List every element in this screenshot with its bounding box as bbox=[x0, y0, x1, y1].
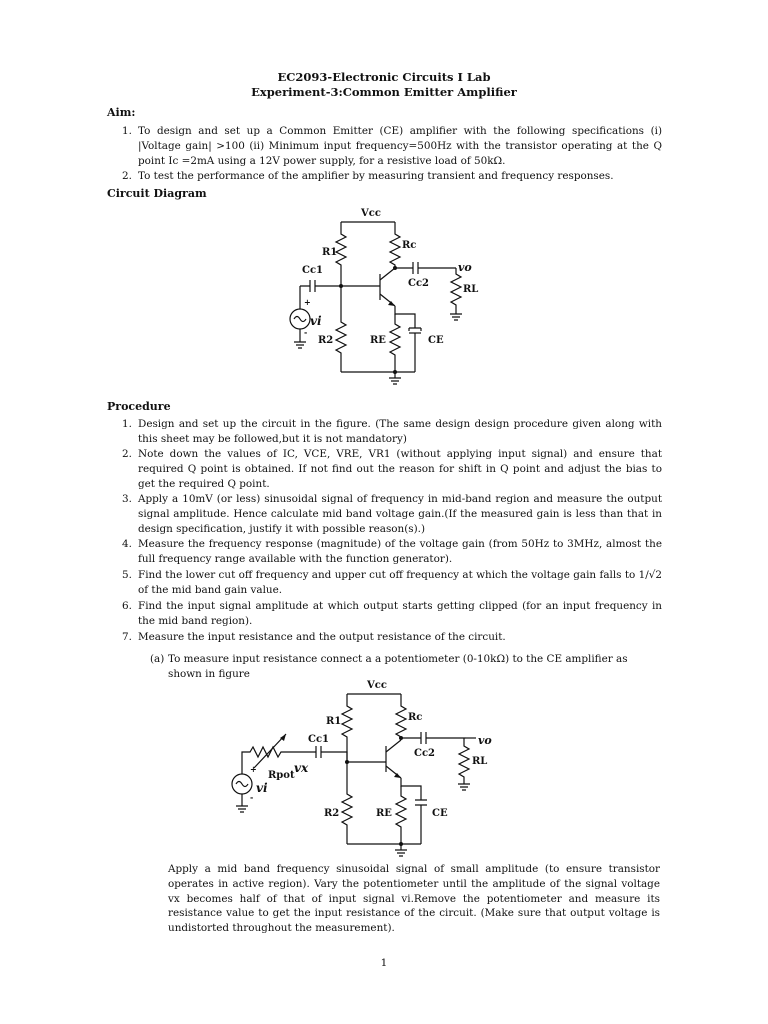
procedure-item-text: Apply a 10mV (or less) sinusoidal signal of frequency in mid-band region and measure the output signal amplitude. Hence calculate mid band voltage gain.(If the measured gain is less than that in design specification, justify it with possible reason(s).) bbox=[138, 493, 662, 535]
circuit-heading: Circuit Diagram bbox=[107, 187, 207, 200]
doc-subtitle: Experiment-3:Common Emitter Amplifier bbox=[251, 85, 517, 99]
label-rc: Rc bbox=[408, 712, 423, 723]
procedure-item-5 bbox=[122, 568, 662, 598]
label-rl: RL bbox=[463, 284, 479, 295]
label-vo: vo bbox=[458, 261, 472, 274]
ce-amplifier-circuit-diagram bbox=[270, 200, 500, 390]
label-ce: CE bbox=[432, 808, 448, 819]
aim-item-2 bbox=[122, 169, 662, 184]
procedure-item-text: Measure the frequency response (magnitude) of the voltage gain (from 50Hz to 3MHz, almost the full frequency range available with the function generator). bbox=[138, 538, 662, 565]
label-r1: R1 bbox=[326, 716, 342, 727]
label-r2: R2 bbox=[324, 808, 340, 819]
label-r1: R1 bbox=[322, 247, 338, 258]
label-vo: vo bbox=[478, 734, 492, 747]
aim-item-text: To test the performance of the amplifier by measuring transient and frequency responses. bbox=[138, 170, 614, 182]
subitem-text: To measure input resistance connect a a potentiometer (0-10kΩ) to the CE amplifier as shown in figure bbox=[168, 653, 628, 680]
aim-item-1 bbox=[122, 124, 662, 169]
procedure-item-number: 2. bbox=[122, 448, 132, 460]
label-vx: vx bbox=[294, 761, 309, 775]
procedure-item-number: 6. bbox=[122, 600, 132, 612]
aim-heading: Aim: bbox=[107, 106, 136, 119]
svg-text:-: - bbox=[250, 792, 254, 802]
procedure-item-text: Note down the values of IC, VCE, VRE, VR1 (without applying input signal) and ensure that required Q point is obtained. If not find out the reason for shift in Q point and adjust the bias to get the required Q point. bbox=[138, 448, 662, 490]
label-vi: vi bbox=[256, 781, 268, 795]
procedure-item-text: Design and set up the circuit in the figure. (The same design design procedure given along with this sheet may be followed,but it is not mandatory) bbox=[138, 418, 662, 445]
label-cc2: Cc2 bbox=[414, 748, 436, 759]
procedure-item-number: 4. bbox=[122, 538, 132, 550]
svg-text:-: - bbox=[304, 327, 308, 337]
label-r2: R2 bbox=[318, 335, 334, 346]
procedure-item-text: Find the lower cut off frequency and upper cut off frequency at which the voltage gain falls to 1/√2 of the mid band gain value. bbox=[138, 569, 662, 596]
label-vcc: Vcc bbox=[361, 208, 381, 219]
aim-item-number: 1. bbox=[122, 125, 132, 137]
procedure-item-2 bbox=[122, 447, 662, 492]
procedure-item-1 bbox=[122, 417, 662, 447]
label-rl: RL bbox=[472, 756, 488, 767]
subitem-number: (a) bbox=[150, 653, 165, 665]
label-cc1: Cc1 bbox=[308, 734, 330, 745]
procedure-item-number: 7. bbox=[122, 631, 132, 643]
procedure-item-4 bbox=[122, 537, 662, 567]
procedure-item-3 bbox=[122, 492, 662, 537]
procedure-item-text: Measure the input resistance and the output resistance of the circuit. bbox=[138, 631, 506, 643]
procedure-item-7 bbox=[122, 630, 662, 645]
aim-item-number: 2. bbox=[122, 170, 132, 182]
doc-title: EC2093-Electronic Circuits I Lab bbox=[277, 70, 491, 84]
page-number: 1 bbox=[380, 957, 388, 969]
procedure-item-text: Find the input signal amplitude at which output starts getting clipped (for an input frequency in the mid band region). bbox=[138, 600, 662, 627]
label-re: RE bbox=[370, 335, 386, 346]
procedure-item-number: 5. bbox=[122, 569, 132, 581]
label-vcc: Vcc bbox=[367, 680, 387, 691]
aim-item-text: To design and set up a Common Emitter (CE) amplifier with the following specifications (i) |Voltage gain| >100 (ii) Minimum input frequency=500Hz with the transistor operating at the Q point Ic =2mA using a 12V power supply, for a resistive load of 50kΩ. bbox=[138, 125, 662, 167]
label-rc: Rc bbox=[402, 240, 417, 251]
label-cc1: Cc1 bbox=[302, 265, 324, 276]
label-cc2: Cc2 bbox=[408, 278, 430, 289]
procedure-item-number: 3. bbox=[122, 493, 132, 505]
label-rpot: Rpot bbox=[268, 770, 295, 781]
procedure-heading: Procedure bbox=[107, 400, 171, 413]
input-resistance-measurement-circuit bbox=[228, 676, 508, 862]
closing-paragraph: Apply a mid band frequency sinusoidal signal of small amplitude (to ensure transistor operates in active region). Vary the potentiometer until the amplitude of the signal voltage vx becomes half of that of input signal vi.Remove the potentiometer and measure its resistance value to get the input resistance of the circuit. (Make sure that output voltage is undistorted throughout the measurement). bbox=[168, 863, 660, 935]
label-vi: vi bbox=[310, 314, 322, 328]
svg-text:+: + bbox=[304, 297, 311, 307]
svg-text:+: + bbox=[250, 764, 257, 774]
label-re: RE bbox=[376, 808, 392, 819]
procedure-item-number: 1. bbox=[122, 418, 132, 430]
procedure-item-6 bbox=[122, 599, 662, 629]
label-ce: CE bbox=[428, 335, 444, 346]
